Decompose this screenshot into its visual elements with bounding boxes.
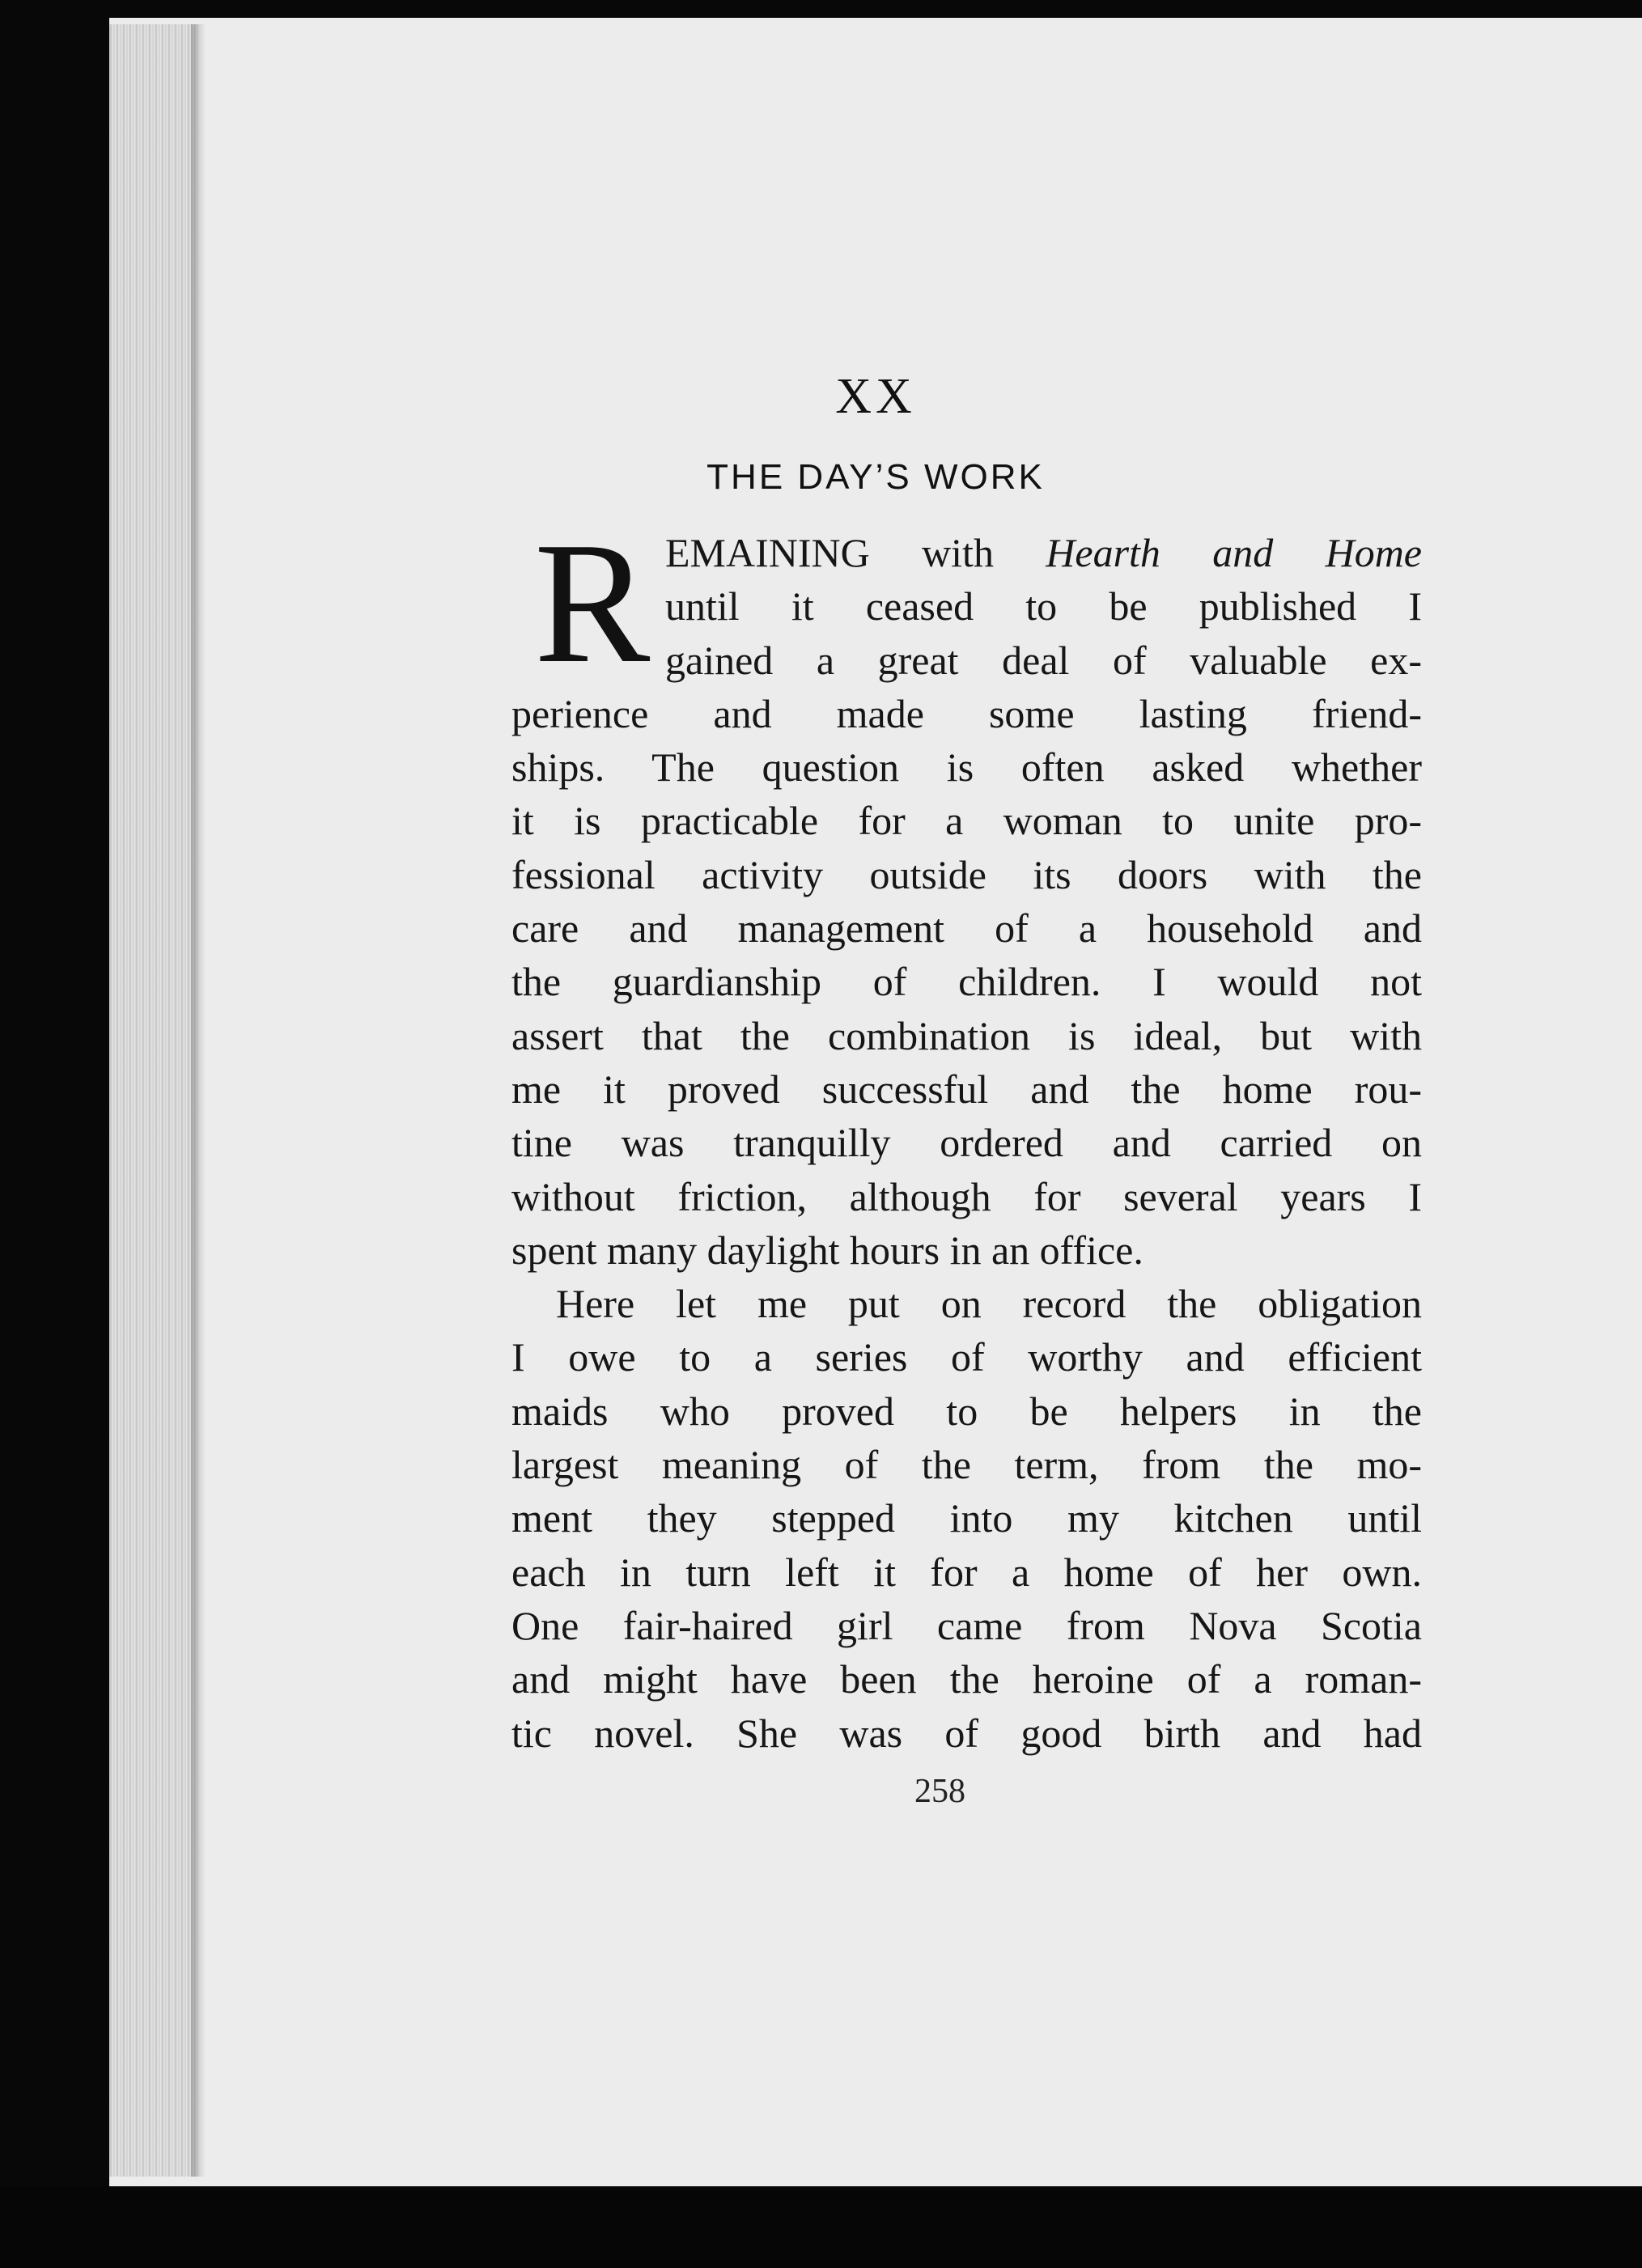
text-line: ships. The question is often asked whether <box>511 744 1422 791</box>
text-line: each in turn left it for a home of her own. <box>511 1549 1422 1595</box>
page-number: 258 <box>914 1773 965 1810</box>
binding-shadow <box>191 24 206 2177</box>
text-line: One fair-haired girl came from Nova Scotia <box>511 1602 1422 1648</box>
text-line: maids who proved to be helpers in the <box>511 1388 1422 1434</box>
text-line: without friction, although for several years I <box>511 1173 1422 1219</box>
text-line: ment they stepped into my kitchen until <box>511 1495 1422 1541</box>
chapter-title: THE DAY’S WORK <box>706 457 1045 497</box>
text-line: perience and made some lasting friend- <box>511 690 1422 736</box>
text-line: it is practicable for a woman to unite pro- <box>511 798 1422 844</box>
drop-cap: R <box>534 506 651 699</box>
chapter-number: XX <box>835 369 916 424</box>
text-line: spent many daylight hours in an office. <box>511 1227 1143 1273</box>
text-line: until it ceased to be published I <box>665 583 1422 630</box>
text-line: tine was tranquilly ordered and carried on <box>511 1120 1422 1166</box>
text-line: me it proved successful and the home rou- <box>511 1066 1422 1112</box>
text-line: Here let me put on record the obligation <box>556 1281 1422 1327</box>
text-line: largest meaning of the term, from the mo- <box>511 1442 1422 1488</box>
text-line: and might have been the heroine of a roman- <box>511 1656 1422 1702</box>
page-edges <box>109 24 198 2177</box>
text-line: the guardianship of children. I would not <box>511 959 1422 1005</box>
scan-border <box>0 2186 1642 2268</box>
body-text <box>511 506 1422 1760</box>
text-line: fessional activity outside its doors with the <box>511 851 1422 897</box>
text-line: I owe to a series of worthy and efficient <box>511 1334 1422 1380</box>
text-line: care and management of a household and <box>511 905 1422 952</box>
text-line: tic novel. She was of good birth and had <box>511 1710 1422 1756</box>
text-line: assert that the combination is ideal, but with <box>511 1012 1422 1058</box>
text-line: gained a great deal of valuable ex- <box>665 637 1422 683</box>
text-line: EMAINING with Hearth and Home <box>665 530 1422 575</box>
